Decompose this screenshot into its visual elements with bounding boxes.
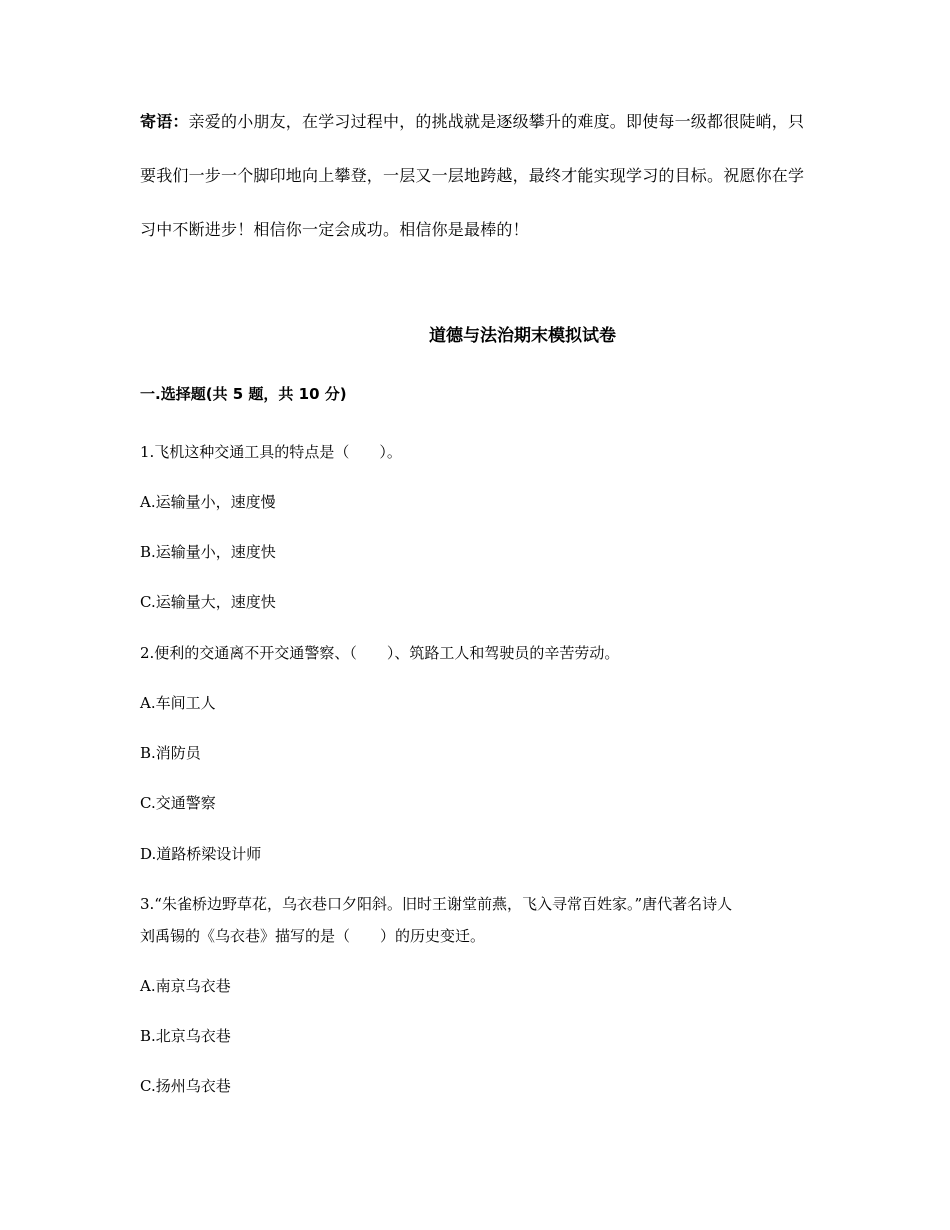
- preface-line-1-text: 亲爱的小朋友，在学习过程中，的挑战就是逐级攀升的难度。即使每一级都很陡峭，只: [188, 112, 805, 131]
- section-heading: 一.选择题(共 5 题，共 10 分): [140, 385, 347, 403]
- question-1-option-c: C.运输量大，速度快: [140, 593, 276, 611]
- exam-title: 道德与法治期末模拟试卷: [429, 326, 616, 346]
- question-2-stem: 2.便利的交通离不开交通警察、（ ）、筑路工人和驾驶员的辛苦劳动。: [140, 644, 620, 662]
- preface-message: [140, 108, 820, 270]
- question-3-stem-line-2: 刘禹锡的《乌衣巷》描写的是（ ）的历史变迁。: [140, 927, 486, 945]
- question-3-option-b: B.北京乌衣巷: [140, 1027, 231, 1045]
- question-1-option-a: A.运输量小，速度慢: [140, 493, 276, 511]
- question-1-option-b: B.运输量小，速度快: [140, 543, 276, 561]
- preface-line-1: [140, 108, 820, 136]
- question-3-option-c: C.扬州乌衣巷: [140, 1077, 231, 1095]
- question-3-option-a: A.南京乌衣巷: [140, 977, 231, 995]
- question-1-stem: 1.飞机这种交通工具的特点是（ ）。: [140, 443, 402, 461]
- question-3-stem-line-1: 3.“朱雀桥边野草花，乌衣巷口夕阳斜。旧时王谢堂前燕，飞入寻常百姓家。”唐代著名诗人: [140, 895, 733, 913]
- preface-line-2: 要我们一步一个脚印地向上攀登，一层又一层地跨越，最终才能实现学习的目标。祝愿你在学: [140, 166, 805, 185]
- question-2-option-a: A.车间工人: [140, 694, 216, 712]
- preface-line-3: 习中不断进步！相信你一定会成功。相信你是最棒的！: [140, 220, 529, 239]
- question-2-option-c: C.交通警察: [140, 794, 216, 812]
- question-2-option-d: D.道路桥梁设计师: [140, 845, 262, 863]
- question-2-option-b: B.消防员: [140, 744, 201, 762]
- preface-label: 寄语：: [140, 112, 189, 131]
